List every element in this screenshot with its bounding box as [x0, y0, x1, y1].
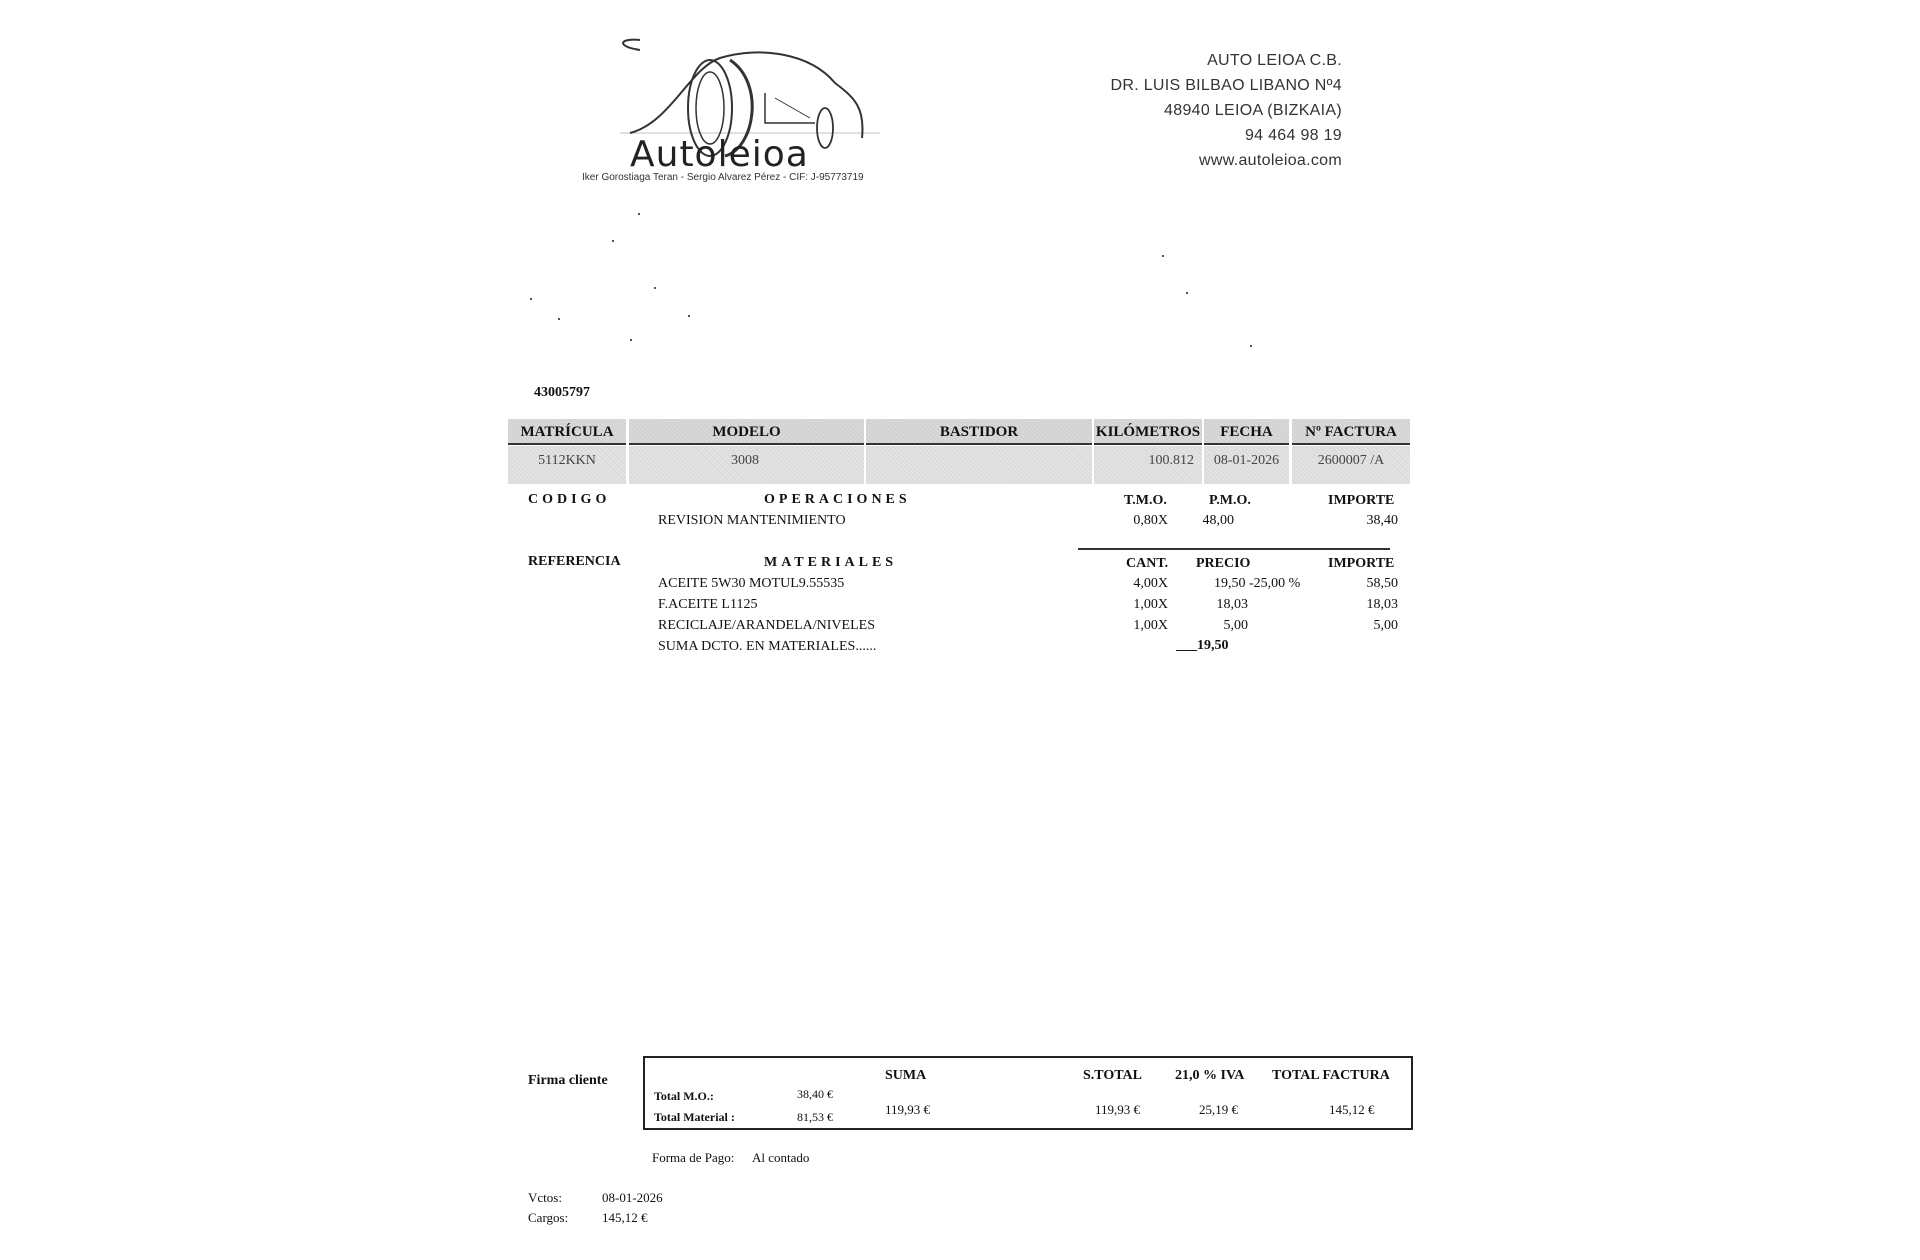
material-precio: 19,50 -25,00 % — [1214, 576, 1301, 591]
cargos-label: Cargos: — [528, 1210, 569, 1225]
total-factura-label: TOTAL FACTURA — [1272, 1068, 1390, 1083]
header-referencia: REFERENCIA — [528, 554, 621, 569]
scan-speck — [688, 315, 690, 317]
total-mo-value: 38,40 € — [797, 1087, 833, 1101]
forma-pago-label: Forma de Pago: — [652, 1150, 735, 1165]
header-materiales: MATERIALES — [764, 555, 898, 570]
scan-speck — [1250, 345, 1252, 347]
section-divider — [1078, 548, 1390, 550]
logo-text: Autoleioa — [630, 134, 809, 175]
header-fecha: FECHA — [1204, 419, 1289, 445]
material-cant: 1,00X — [1133, 597, 1168, 612]
material-desc: RECICLAJE/ARANDELA/NIVELES — [658, 618, 875, 633]
header-pmo: P.M.O. — [1209, 493, 1251, 508]
material-cant: 4,00X — [1133, 576, 1168, 591]
iva-label: 21,0 % IVA — [1175, 1068, 1245, 1083]
operation-desc: REVISION MANTENIMIENTO — [658, 513, 846, 528]
header-factura: Nº FACTURA — [1292, 419, 1410, 445]
header-bastidor: BASTIDOR — [866, 419, 1092, 445]
iva-value: 25,19 € — [1199, 1102, 1238, 1117]
scan-speck — [638, 213, 640, 215]
material-desc: ACEITE 5W30 MOTUL9.55535 — [658, 576, 845, 591]
value-factura: 2600007 /A — [1292, 446, 1410, 484]
company-name: AUTO LEIOA C.B. — [1207, 52, 1342, 69]
vctos-value: 08-01-2026 — [602, 1190, 663, 1205]
total-mo-label: Total M.O.: — [654, 1089, 714, 1103]
suma-label: SUMA — [885, 1068, 927, 1083]
header-operaciones: OPERACIONES — [764, 492, 911, 507]
cargos-value: 145,12 € — [602, 1210, 648, 1225]
totals-box — [643, 1056, 1413, 1130]
company-address-block — [1111, 48, 1343, 173]
header-importe-op: IMPORTE — [1328, 493, 1395, 508]
company-street: DR. LUIS BILBAO LIBANO Nº4 — [1110, 77, 1342, 94]
logo-subtitle: Iker Gorostiaga Teran - Sergio Alvarez Pérez - CIF: J-95773719 — [582, 172, 864, 183]
value-kilometros: 100.812 — [1094, 446, 1202, 484]
forma-pago-value: Al contado — [752, 1150, 810, 1165]
discount-label: SUMA DCTO. EN MATERIALES...... — [658, 639, 877, 654]
header-tmo: T.M.O. — [1124, 493, 1167, 508]
scan-speck — [1186, 292, 1188, 294]
value-modelo: 3008 — [629, 446, 864, 484]
material-cant: 1,00X — [1133, 618, 1168, 633]
value-fecha: 08-01-2026 — [1204, 446, 1289, 484]
operation-pmo: 48,00 — [1202, 513, 1234, 528]
scan-speck — [530, 298, 532, 300]
vctos-label: Vctos: — [528, 1190, 562, 1205]
client-number: 43005797 — [534, 385, 590, 400]
scan-speck — [1162, 255, 1164, 257]
operation-tmo: 0,80X — [1133, 513, 1168, 528]
value-bastidor — [866, 446, 1092, 484]
header-matricula: MATRÍCULA — [508, 419, 626, 445]
material-precio: 5,00 — [1223, 618, 1248, 633]
discount-value: ___19,50 — [1176, 638, 1229, 653]
header-modelo: MODELO — [629, 419, 864, 445]
total-material-label: Total Material : — [654, 1110, 735, 1124]
material-desc: F.ACEITE L1125 — [658, 597, 758, 612]
material-importe: 18,03 — [1366, 597, 1398, 612]
company-city: 48940 LEIOA (BIZKAIA) — [1164, 102, 1342, 119]
company-web: www.autoleioa.com — [1199, 152, 1342, 169]
scan-speck — [630, 339, 632, 341]
header-precio: PRECIO — [1196, 556, 1251, 571]
value-matricula: 5112KKN — [508, 446, 626, 484]
suma-value: 119,93 € — [885, 1102, 931, 1117]
company-phone: 94 464 98 19 — [1244, 127, 1342, 144]
header-kilometros: KILÓMETROS — [1094, 419, 1202, 445]
stotal-value: 119,93 € — [1095, 1102, 1141, 1117]
firma-cliente-label: Firma cliente — [528, 1073, 608, 1088]
stotal-label: S.TOTAL — [1083, 1068, 1143, 1083]
material-importe: 5,00 — [1373, 618, 1398, 633]
total-material-value: 81,53 € — [797, 1110, 833, 1124]
scan-speck — [612, 240, 614, 242]
operation-importe: 38,40 — [1366, 513, 1398, 528]
total-factura-value: 145,12 € — [1329, 1102, 1375, 1117]
material-precio: 18,03 — [1216, 597, 1248, 612]
header-codigo: CODIGO — [528, 492, 611, 507]
header-importe-mat: IMPORTE — [1328, 556, 1395, 571]
header-cant: CANT. — [1126, 556, 1169, 571]
scan-speck — [558, 318, 560, 320]
material-importe: 58,50 — [1366, 576, 1398, 591]
scan-speck — [654, 287, 656, 289]
